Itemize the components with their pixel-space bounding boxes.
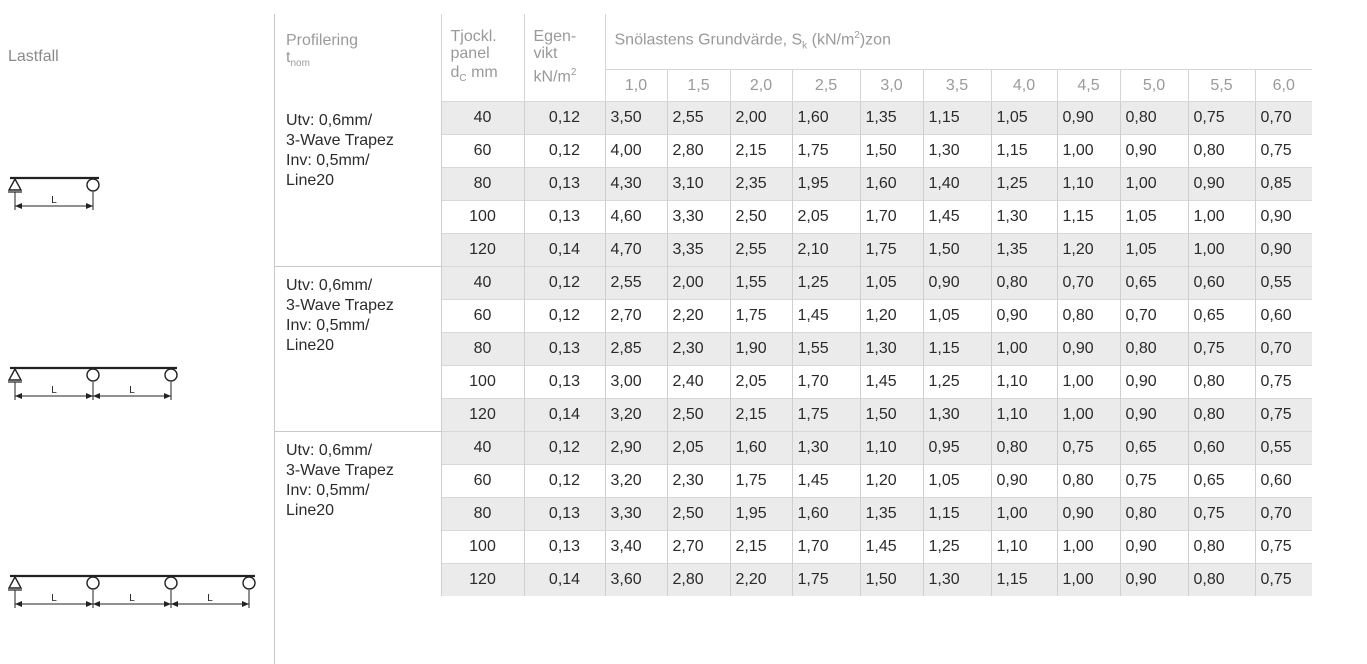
profile-line: Inv: 0,5mm/ xyxy=(286,151,370,169)
egen-label: Egen- xyxy=(533,28,577,45)
load-value-cell: 4,60 xyxy=(605,201,667,234)
load-value-cell: 0,90 xyxy=(1255,201,1312,234)
zone-header: 5,0 xyxy=(1120,70,1188,102)
span-label: L xyxy=(129,385,135,396)
zone-header: 5,5 xyxy=(1188,70,1255,102)
weight-cell: 0,12 xyxy=(524,267,605,300)
load-value-cell: 3,50 xyxy=(605,102,667,135)
weight-cell: 0,13 xyxy=(524,201,605,234)
weight-cell: 0,13 xyxy=(524,498,605,531)
load-value-cell: 2,20 xyxy=(667,300,730,333)
load-value-cell: 2,85 xyxy=(605,333,667,366)
load-value-cell: 1,30 xyxy=(991,201,1057,234)
thickness-cell: 60 xyxy=(441,465,524,498)
weight-cell: 0,13 xyxy=(524,333,605,366)
span-label: L xyxy=(207,593,213,604)
load-value-cell: 1,60 xyxy=(792,102,860,135)
roller-support-icon xyxy=(165,577,177,589)
arrow-left-icon xyxy=(15,203,22,209)
load-value-cell: 2,55 xyxy=(730,234,792,267)
load-value-cell: 2,15 xyxy=(730,399,792,432)
load-value-cell: 1,45 xyxy=(923,201,991,234)
load-value-cell: 1,50 xyxy=(860,564,923,597)
load-value-cell: 0,80 xyxy=(991,432,1057,465)
load-value-cell: 1,35 xyxy=(860,102,923,135)
weight-cell: 0,12 xyxy=(524,300,605,333)
load-value-cell: 0,75 xyxy=(1255,399,1312,432)
profile-line: 3-Wave Trapez xyxy=(286,297,394,314)
load-value-cell: 2,05 xyxy=(667,432,730,465)
zone-header: 1,0 xyxy=(605,70,667,102)
thickness-cell: 60 xyxy=(441,135,524,168)
arrow-left-icon xyxy=(171,601,178,607)
beam-diagram-two-span xyxy=(8,360,188,410)
profile-line: Line20 xyxy=(286,337,335,354)
load-value-cell: 0,55 xyxy=(1255,432,1312,465)
load-value-cell: 2,00 xyxy=(667,267,730,300)
load-value-cell: 2,50 xyxy=(667,498,730,531)
load-value-cell: 1,20 xyxy=(1057,234,1120,267)
load-value-cell: 0,80 xyxy=(991,267,1057,300)
beam-diagram-single-span xyxy=(8,170,118,220)
load-value-cell: 2,70 xyxy=(605,300,667,333)
zone-header: 2,5 xyxy=(792,70,860,102)
load-value-cell: 2,30 xyxy=(667,333,730,366)
load-value-cell: 1,55 xyxy=(792,333,860,366)
load-value-cell: 0,75 xyxy=(1188,102,1255,135)
load-value-cell: 0,55 xyxy=(1255,267,1312,300)
load-value-cell: 1,00 xyxy=(991,498,1057,531)
table-row xyxy=(275,102,1312,135)
load-value-cell: 0,70 xyxy=(1255,102,1312,135)
span-label: L xyxy=(129,593,135,604)
load-value-cell: 3,30 xyxy=(605,498,667,531)
load-value-cell: 1,25 xyxy=(923,531,991,564)
panel-label: panel xyxy=(450,45,490,62)
arrow-right-icon xyxy=(86,393,93,399)
load-value-cell: 0,80 xyxy=(1188,366,1255,399)
zone-header: 6,0 xyxy=(1255,70,1312,102)
roller-support-icon xyxy=(243,577,255,589)
load-value-cell: 1,50 xyxy=(923,234,991,267)
load-value-cell: 1,75 xyxy=(860,234,923,267)
load-value-cell: 1,15 xyxy=(991,564,1057,597)
load-value-cell: 1,45 xyxy=(860,531,923,564)
load-value-cell: 2,15 xyxy=(730,135,792,168)
load-value-cell: 0,80 xyxy=(1057,300,1120,333)
arrow-right-icon xyxy=(86,203,93,209)
profile-line: Line20 xyxy=(286,171,335,189)
profilering-label: Profilering xyxy=(286,32,359,49)
load-value-cell: 1,00 xyxy=(1057,135,1120,168)
roller-support-icon xyxy=(87,577,99,589)
load-value-cell: 0,70 xyxy=(1120,300,1188,333)
load-value-cell: 0,70 xyxy=(1255,333,1312,366)
load-value-cell: 3,10 xyxy=(667,168,730,201)
thickness-cell: 60 xyxy=(441,300,524,333)
load-value-cell: 0,70 xyxy=(1057,267,1120,300)
load-value-cell: 3,20 xyxy=(605,399,667,432)
tnom-label: $t_{nom}$ xyxy=(286,49,310,70)
load-value-cell: 0,80 xyxy=(1188,564,1255,597)
load-value-cell: 1,55 xyxy=(730,267,792,300)
load-value-cell: 1,50 xyxy=(860,399,923,432)
profile-cell xyxy=(275,102,441,267)
load-value-cell: 3,40 xyxy=(605,531,667,564)
weight-unit-label: $kN/m^2$ xyxy=(533,67,577,86)
load-value-cell: 1,40 xyxy=(923,168,991,201)
arrow-left-icon xyxy=(93,601,100,607)
load-value-cell: 0,60 xyxy=(1188,267,1255,300)
thickness-cell: 120 xyxy=(441,234,524,267)
thickness-cell: 100 xyxy=(441,366,524,399)
load-value-cell: 2,05 xyxy=(730,366,792,399)
load-value-cell: 2,15 xyxy=(730,531,792,564)
lastfall-label: Lastfall xyxy=(8,48,59,65)
zone-header: 4,5 xyxy=(1057,70,1120,102)
load-value-cell: 0,90 xyxy=(1120,366,1188,399)
load-value-cell: 1,95 xyxy=(792,168,860,201)
zone-header: 3,0 xyxy=(860,70,923,102)
thickness-cell: 80 xyxy=(441,168,524,201)
load-value-cell: 0,90 xyxy=(991,465,1057,498)
load-value-cell: 1,30 xyxy=(923,564,991,597)
weight-cell: 0,12 xyxy=(524,135,605,168)
load-value-cell: 1,00 xyxy=(1120,168,1188,201)
load-value-cell: 1,05 xyxy=(923,300,991,333)
snow-load-table xyxy=(275,14,1312,596)
span-label: L xyxy=(51,195,57,206)
load-value-cell: 1,00 xyxy=(1057,564,1120,597)
load-value-cell: 2,55 xyxy=(667,102,730,135)
weight-cell: 0,12 xyxy=(524,465,605,498)
load-value-cell: 1,15 xyxy=(923,333,991,366)
load-value-cell: 0,65 xyxy=(1188,300,1255,333)
thickness-header xyxy=(441,14,524,102)
dc-unit-label: $d_C$ mm xyxy=(450,64,498,85)
arrow-right-icon xyxy=(86,601,93,607)
load-value-cell: 1,70 xyxy=(792,366,860,399)
load-value-cell: 0,65 xyxy=(1120,267,1188,300)
profile-line: Utv: 0,6mm/ xyxy=(286,111,373,129)
profile-line: 3-Wave Trapez xyxy=(286,131,394,149)
load-value-cell: 0,95 xyxy=(923,432,991,465)
load-value-cell: 3,30 xyxy=(667,201,730,234)
thickness-cell: 80 xyxy=(441,498,524,531)
load-value-cell: 0,75 xyxy=(1255,366,1312,399)
load-value-cell: 0,80 xyxy=(1188,531,1255,564)
load-value-cell: 1,70 xyxy=(860,201,923,234)
load-value-cell: 1,00 xyxy=(1188,201,1255,234)
load-value-cell: 0,80 xyxy=(1188,135,1255,168)
load-value-cell: 1,15 xyxy=(923,498,991,531)
weight-cell: 0,13 xyxy=(524,531,605,564)
load-value-cell: 0,90 xyxy=(1120,531,1188,564)
weight-cell: 0,14 xyxy=(524,399,605,432)
load-value-cell: 2,50 xyxy=(730,201,792,234)
thickness-cell: 120 xyxy=(441,564,524,597)
load-value-cell: 1,75 xyxy=(792,135,860,168)
load-value-cell: 0,75 xyxy=(1255,135,1312,168)
zone-header: 3,5 xyxy=(923,70,991,102)
load-value-cell: 1,25 xyxy=(923,366,991,399)
span-label: L xyxy=(51,593,57,604)
profile-line: 3-Wave Trapez xyxy=(286,462,394,479)
load-value-cell: 1,20 xyxy=(860,300,923,333)
load-value-cell: 1,15 xyxy=(1057,201,1120,234)
thickness-cell: 40 xyxy=(441,102,524,135)
load-value-cell: 1,60 xyxy=(860,168,923,201)
load-value-cell: 1,75 xyxy=(792,399,860,432)
thickness-cell: 100 xyxy=(441,531,524,564)
weight-cell: 0,13 xyxy=(524,168,605,201)
load-value-cell: 0,75 xyxy=(1057,432,1120,465)
load-value-cell: 0,90 xyxy=(1120,399,1188,432)
load-value-cell: 3,35 xyxy=(667,234,730,267)
weight-cell: 0,12 xyxy=(524,102,605,135)
load-value-cell: 0,90 xyxy=(923,267,991,300)
load-value-cell: 1,10 xyxy=(991,531,1057,564)
load-value-cell: 0,90 xyxy=(1188,168,1255,201)
load-value-cell: 2,90 xyxy=(605,432,667,465)
pinned-support-icon xyxy=(9,369,21,380)
load-value-cell: 0,90 xyxy=(1120,564,1188,597)
load-value-cell: 2,40 xyxy=(667,366,730,399)
load-value-cell: 3,00 xyxy=(605,366,667,399)
load-value-cell: 1,10 xyxy=(991,399,1057,432)
load-value-cell: 0,75 xyxy=(1255,531,1312,564)
load-value-cell: 2,55 xyxy=(605,267,667,300)
load-value-cell: 0,65 xyxy=(1188,465,1255,498)
load-value-cell: 0,60 xyxy=(1255,300,1312,333)
load-value-cell: 1,05 xyxy=(991,102,1057,135)
load-value-cell: 0,90 xyxy=(991,300,1057,333)
load-value-cell: 1,00 xyxy=(1188,234,1255,267)
load-value-cell: 4,70 xyxy=(605,234,667,267)
header-row xyxy=(275,14,1312,70)
load-value-cell: 1,75 xyxy=(792,564,860,597)
load-value-cell: 1,30 xyxy=(923,135,991,168)
load-value-cell: 2,70 xyxy=(667,531,730,564)
load-value-cell: 0,75 xyxy=(1188,498,1255,531)
profile-cell xyxy=(275,432,441,597)
profile-cell xyxy=(275,267,441,432)
load-value-cell: 2,80 xyxy=(667,135,730,168)
load-value-cell: 1,10 xyxy=(991,366,1057,399)
load-value-cell: 0,60 xyxy=(1255,465,1312,498)
load-value-cell: 1,05 xyxy=(923,465,991,498)
load-value-cell: 0,80 xyxy=(1057,465,1120,498)
load-value-cell: 0,60 xyxy=(1188,432,1255,465)
load-value-cell: 1,05 xyxy=(860,267,923,300)
weight-cell: 0,14 xyxy=(524,234,605,267)
roller-support-icon xyxy=(165,369,177,381)
weight-header xyxy=(524,14,605,102)
roller-support-icon xyxy=(87,179,99,191)
arrow-left-icon xyxy=(93,393,100,399)
load-value-cell: 0,65 xyxy=(1120,432,1188,465)
thickness-cell: 40 xyxy=(441,432,524,465)
load-value-cell: 4,30 xyxy=(605,168,667,201)
load-value-cell: 1,50 xyxy=(860,135,923,168)
span-label: L xyxy=(51,385,57,396)
load-value-cell: 1,10 xyxy=(1057,168,1120,201)
load-value-cell: 1,25 xyxy=(792,267,860,300)
load-value-cell: 1,75 xyxy=(730,300,792,333)
weight-cell: 0,13 xyxy=(524,366,605,399)
load-value-cell: 1,00 xyxy=(991,333,1057,366)
load-value-cell: 0,85 xyxy=(1255,168,1312,201)
load-value-cell: 0,70 xyxy=(1255,498,1312,531)
thickness-cell: 100 xyxy=(441,201,524,234)
load-value-cell: 2,80 xyxy=(667,564,730,597)
load-value-cell: 1,60 xyxy=(730,432,792,465)
thickness-cell: 120 xyxy=(441,399,524,432)
arrow-right-icon xyxy=(242,601,249,607)
load-value-cell: 1,60 xyxy=(792,498,860,531)
load-value-cell: 1,05 xyxy=(1120,234,1188,267)
load-value-cell: 0,75 xyxy=(1120,465,1188,498)
load-value-cell: 0,90 xyxy=(1255,234,1312,267)
weight-cell: 0,12 xyxy=(524,432,605,465)
snow-load-header: Snölastens Grundvärde, $S_k$ $(kN/m^2)zon$ xyxy=(605,14,1312,70)
load-value-cell: 2,35 xyxy=(730,168,792,201)
load-value-cell: 0,90 xyxy=(1057,333,1120,366)
load-value-cell: 0,75 xyxy=(1255,564,1312,597)
load-value-cell: 2,05 xyxy=(792,201,860,234)
table-row xyxy=(275,267,1312,300)
load-value-cell: 1,20 xyxy=(860,465,923,498)
beam-diagram-three-span xyxy=(8,568,263,618)
thickness-cell: 80 xyxy=(441,333,524,366)
arrow-left-icon xyxy=(15,393,22,399)
tjockl-label: Tjockl. xyxy=(450,28,497,45)
load-value-cell: 2,50 xyxy=(667,399,730,432)
load-value-cell: 0,80 xyxy=(1120,333,1188,366)
load-value-cell: 0,80 xyxy=(1120,102,1188,135)
load-value-cell: 1,10 xyxy=(860,432,923,465)
load-value-cell: 1,45 xyxy=(792,465,860,498)
zone-header: 4,0 xyxy=(991,70,1057,102)
arrow-right-icon xyxy=(164,601,171,607)
load-value-cell: 2,00 xyxy=(730,102,792,135)
vikt-label: vikt xyxy=(533,45,558,62)
profile-line: Inv: 0,5mm/ xyxy=(286,482,370,499)
zone-header: 2,0 xyxy=(730,70,792,102)
profile-line: Utv: 0,6mm/ xyxy=(286,277,373,294)
load-value-cell: 1,05 xyxy=(1120,201,1188,234)
arrow-right-icon xyxy=(164,393,171,399)
load-value-cell: 0,80 xyxy=(1188,399,1255,432)
load-value-cell: 1,15 xyxy=(991,135,1057,168)
load-value-cell: 1,90 xyxy=(730,333,792,366)
load-value-cell: 1,30 xyxy=(860,333,923,366)
load-value-cell: 1,00 xyxy=(1057,399,1120,432)
load-value-cell: 2,10 xyxy=(792,234,860,267)
load-value-cell: 4,00 xyxy=(605,135,667,168)
load-value-cell: 0,80 xyxy=(1120,498,1188,531)
load-value-cell: 1,35 xyxy=(860,498,923,531)
profilering-header xyxy=(275,14,441,102)
load-value-cell: 3,20 xyxy=(605,465,667,498)
roller-support-icon xyxy=(87,369,99,381)
zone-header: 1,5 xyxy=(667,70,730,102)
load-value-cell: 1,25 xyxy=(991,168,1057,201)
load-value-cell: 2,20 xyxy=(730,564,792,597)
load-value-cell: 1,45 xyxy=(860,366,923,399)
pinned-support-icon xyxy=(9,179,21,190)
pinned-support-icon xyxy=(9,577,21,588)
load-value-cell: 1,30 xyxy=(923,399,991,432)
load-value-cell: 0,90 xyxy=(1057,498,1120,531)
load-value-cell: 0,90 xyxy=(1120,135,1188,168)
profile-line: Inv: 0,5mm/ xyxy=(286,317,370,334)
profile-line: Utv: 0,6mm/ xyxy=(286,442,373,459)
load-value-cell: 1,30 xyxy=(792,432,860,465)
load-value-cell: 1,00 xyxy=(1057,531,1120,564)
load-value-cell: 0,75 xyxy=(1188,333,1255,366)
table-row xyxy=(275,432,1312,465)
weight-cell: 0,14 xyxy=(524,564,605,597)
arrow-left-icon xyxy=(15,601,22,607)
load-value-cell: 1,15 xyxy=(923,102,991,135)
profile-line: Line20 xyxy=(286,502,335,519)
load-value-cell: 2,30 xyxy=(667,465,730,498)
load-value-cell: 3,60 xyxy=(605,564,667,597)
load-value-cell: 1,75 xyxy=(730,465,792,498)
load-value-cell: 1,95 xyxy=(730,498,792,531)
load-value-cell: 1,70 xyxy=(792,531,860,564)
load-value-cell: 1,00 xyxy=(1057,366,1120,399)
load-value-cell: 1,35 xyxy=(991,234,1057,267)
load-value-cell: 0,90 xyxy=(1057,102,1120,135)
load-value-cell: 1,45 xyxy=(792,300,860,333)
thickness-cell: 40 xyxy=(441,267,524,300)
